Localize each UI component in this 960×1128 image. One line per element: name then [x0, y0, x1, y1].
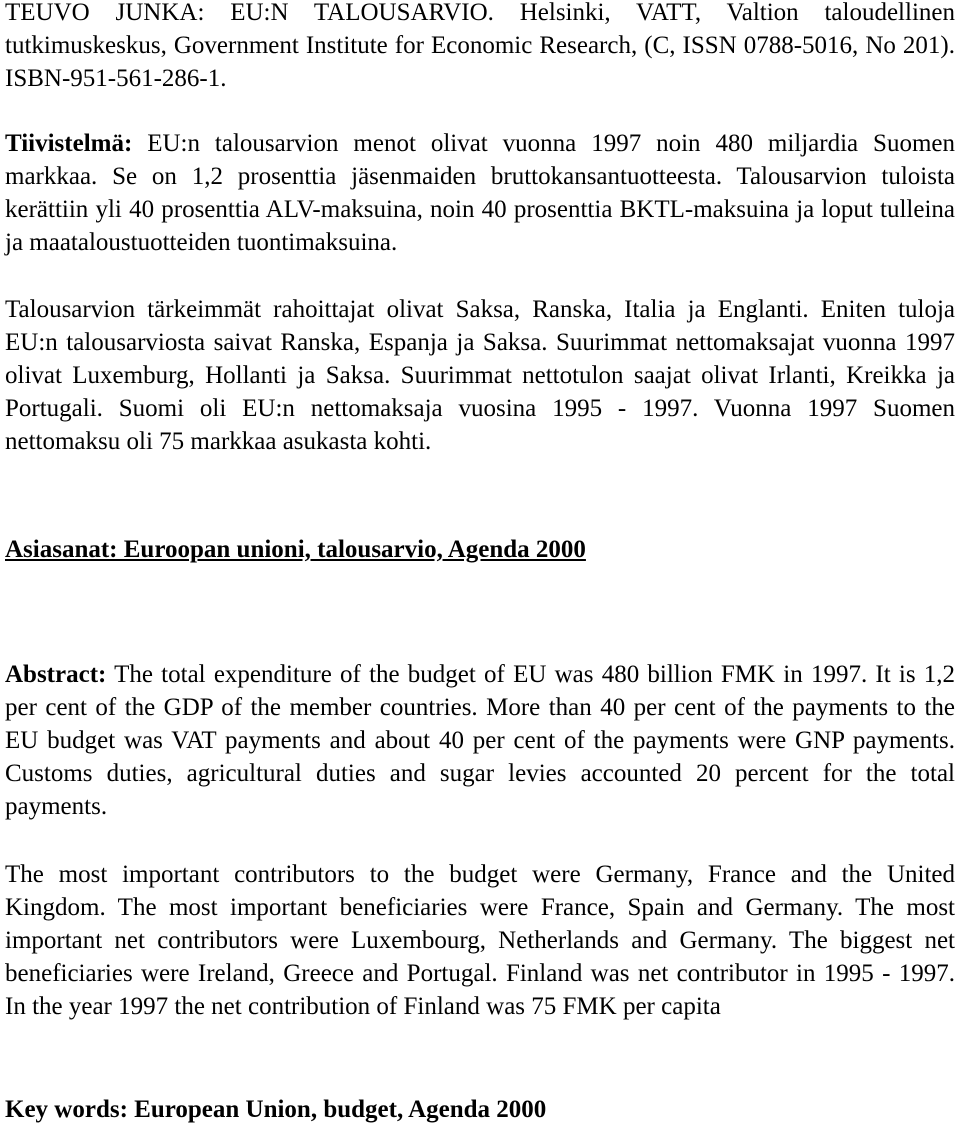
tiivistelma-paragraph-2: Talousarvion tärkeimmät rahoittajat olivat Saksa, Ranska, Italia ja Englanti. Eniten tuloja EU:n talousarviosta saivat Ranska, Espanja ja Saksa. Suurimmat nettomaksajat vuonna 1997 olivat Luxemburg, Hollanti ja Saksa. Suurimmat nettotulon saajat olivat Irlanti, Kreikka ja Portugali. Suomi oli EU:n nettomaksaja vuosina 1995 - 1997. Vuonna 1997 Suomen nettomaksu oli 75 markkaa asukasta kohti.: [5, 296, 955, 455]
abstract-label: Abstract:: [5, 661, 107, 688]
tiivistelma-text: EU:n talousarvion menot olivat vuonna 1997 noin 480 miljardia Suomen markkaa. Se on 1,2 prosenttia jäsenmaiden bruttokansantuotteesta. Talousarvion tuloista kerättiin yli 40 prosenttia ALV-maksuina, noin 40 prosenttia BKTL-maksuina ja loput tulleina ja maataloustuotteiden tuontimaksuina.: [5, 130, 955, 256]
abstract-text: The total expenditure of the budget of EU was 480 billion FMK in 1997. It is 1,2 per cent of the GDP of the member countries. More than 40 per cent of the payments to the EU budget was VAT payments and about 40 per cent of the payments were GNP payments. Customs duties, agricultural duties and sugar levies accounted 20 percent for the total payments.: [5, 661, 955, 820]
abstract-paragraph-2: The most important contributors to the budget were Germany, France and the United Kingdom. The most important beneficiaries were France, Spain and Germany. The most important net contributors were Luxembourg, Netherlands and Germany. The biggest net beneficiaries were Ireland, Greece and Portugal. Finland was net contributor in 1995 - 1997. In the year 1997 the net contribution of Finland was 75 FMK per capita: [5, 861, 955, 1020]
tiivistelma-label: Tiivistelmä:: [5, 130, 133, 157]
asiasanat-keywords: Asiasanat: Euroopan unioni, talousarvio, Agenda 2000: [5, 536, 586, 563]
citation: TEUVO JUNKA: EU:N TALOUSARVIO. Helsinki, VATT, Valtion taloudellinen tutkimuskeskus, Government Institute for Economic Research, (C, ISSN 0788-5016, No 201). ISBN-951-561-286-1.: [5, 0, 955, 92]
tiivistelma-paragraph-1: [5, 127, 955, 259]
key-words: Key words: European Union, budget, Agenda 2000: [5, 1096, 547, 1123]
abstract-paragraph-1: [5, 658, 955, 823]
